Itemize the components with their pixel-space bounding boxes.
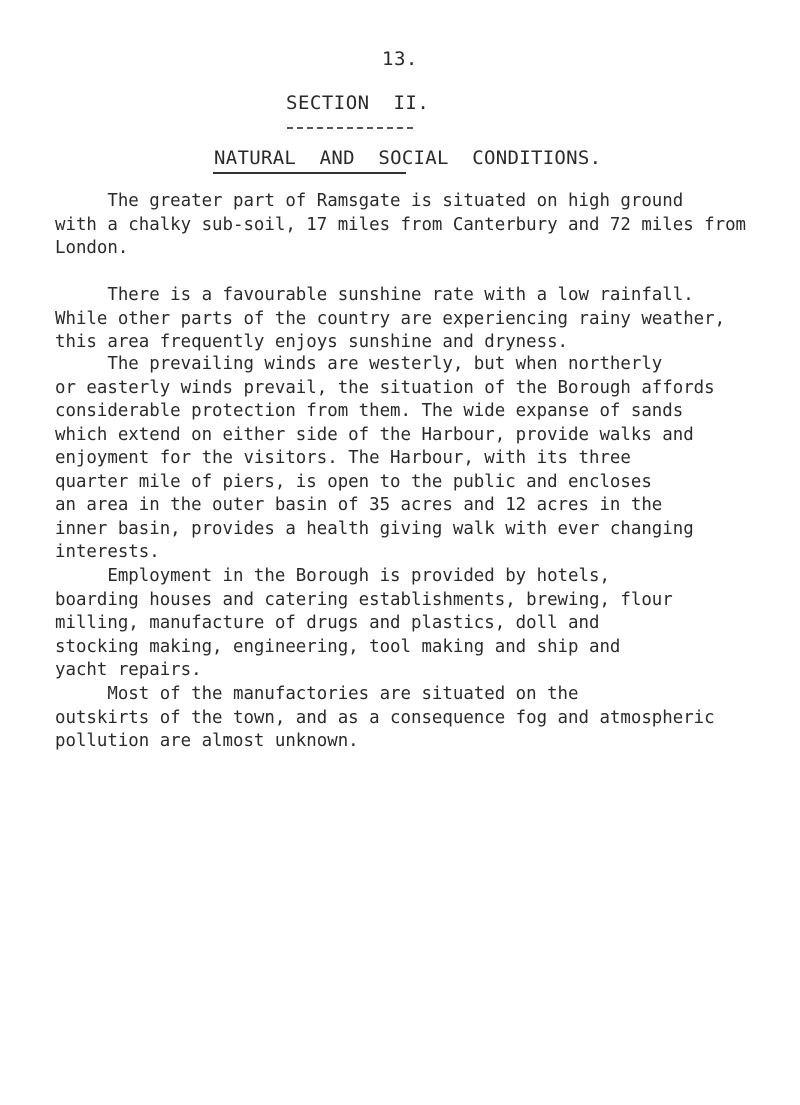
paragraph-sunshine: There is a favourable sunshine rate with a low rainfall. While other parts of the country are experiencing rainy weather, this area frequently enjoys sunshine and dryness. — [55, 285, 726, 352]
section-subheading-underline — [213, 172, 406, 174]
paragraph-employment: Employment in the Borough is provided by hotels, boarding houses and catering establishments, brewing, flour milling, manufacture of drugs and plastics, doll and stocking making, engineering, tool making and ship and yacht repairs. — [55, 566, 673, 680]
section-subheading: NATURAL AND SOCIAL CONDITIONS. — [214, 147, 602, 169]
paragraph-winds-harbour: The prevailing winds are westerly, but when northerly or easterly winds prevail, the situation of the Borough affords considerable protection from them. The wide expanse of sands which extend on either side of the Harbour, provide walks and enjoyment for the visitors. The Harbour, with its three quarter mile of piers, is open to the public and encloses an area in the outer basin of 35 acres and 12 acres in the inner basin, provides a health giving walk with ever changing interests. — [55, 354, 715, 562]
section-heading: SECTION II. — [286, 92, 430, 114]
section-heading-rule — [287, 127, 413, 129]
paragraph-manufactories: Most of the manufactories are situated on the outskirts of the town, and as a consequence fog and atmospheric pollution are almost unknown. — [55, 684, 715, 751]
paragraph-location: The greater part of Ramsgate is situated on high ground with a chalky sub-soil, 17 miles from Canterbury and 72 miles from London. — [55, 191, 747, 258]
page-number: 13. — [382, 48, 418, 70]
